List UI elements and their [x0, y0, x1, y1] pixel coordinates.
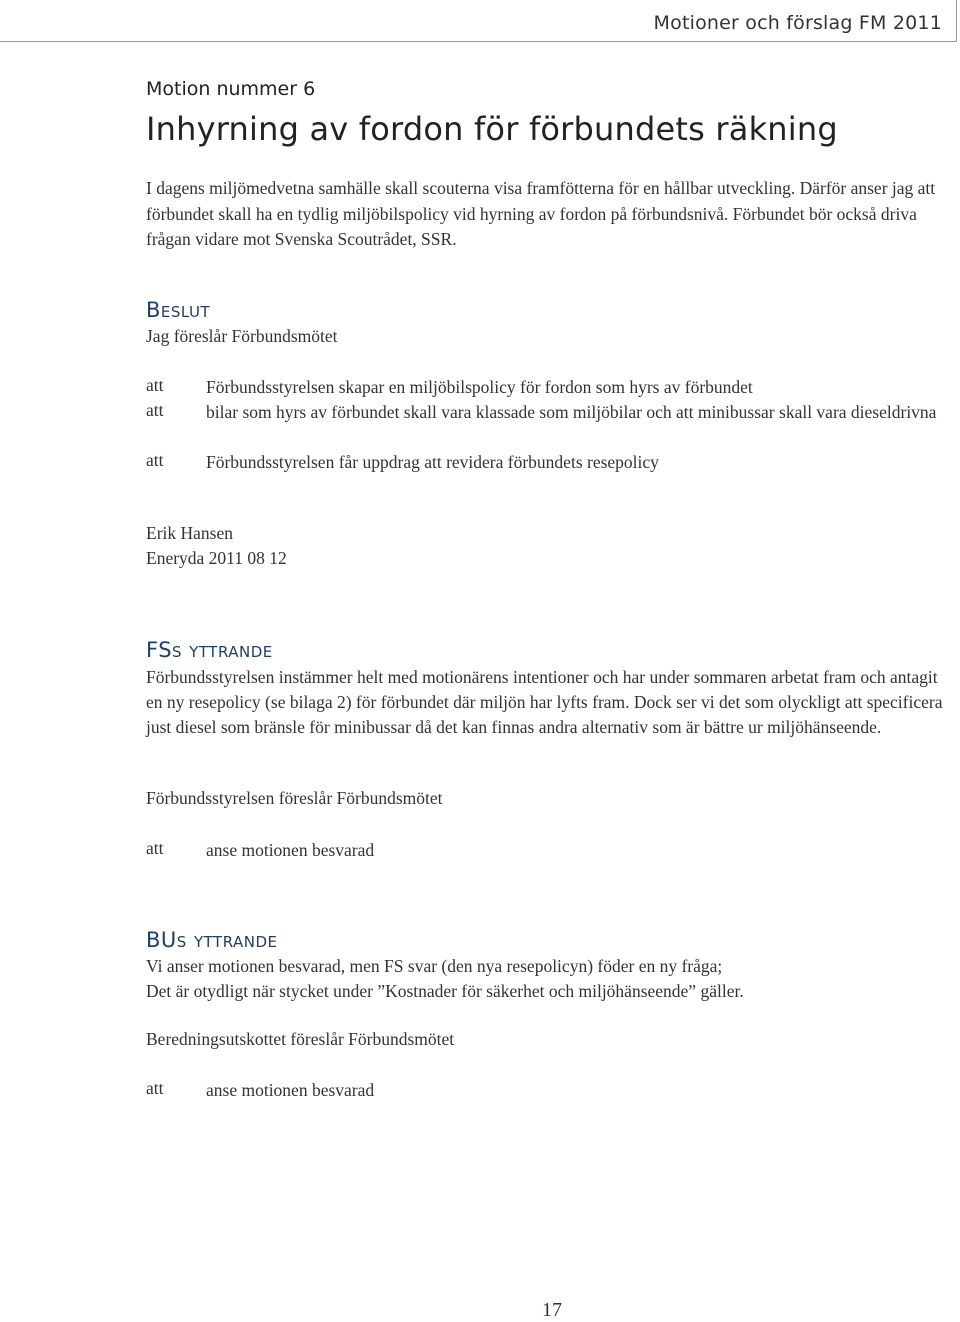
fs-decision: anse motionen besvarad: [206, 840, 375, 860]
beslut-item-3: Förbundsstyrelsen får uppdrag att revidera förbundets resepolicy: [206, 452, 659, 472]
header-title: Motioner och förslag FM 2011: [653, 12, 942, 34]
signature-place-date: Eneryda 2011 08 12: [146, 548, 287, 568]
bu-proposer: Beredningsutskottet föreslår Förbundsmötet: [146, 1029, 455, 1049]
fs-proposer: Förbundsstyrelsen föreslår Förbundsmötet: [146, 788, 443, 808]
beslut-att-2: att: [146, 400, 164, 420]
beslut-item-1: Förbundsstyrelsen skapar en miljöbilspolicy för fordon som hyrs av förbundet: [206, 377, 753, 397]
beslut-att-1: att: [146, 375, 164, 395]
signature-name: Erik Hansen: [146, 523, 233, 543]
bu-att: att: [146, 1078, 164, 1098]
beslut-item-2: bilar som hyrs av förbundet skall vara klassade som miljöbilar och att minibussar skall vara dieseldrivna: [206, 402, 937, 422]
motion-title: Inhyrning av fordon för förbundets räkning: [146, 110, 838, 148]
motion-intro: I dagens miljömedvetna samhälle skall scouterna visa framfötterna för en hållbar utveckling. Därför anser jag att förbundet skall ha en tydlig miljöbilspolicy vid hyrning av fordon på förbundsnivå. Förbundet bör också driva frågan vidare mot Svenska Scoutrådet, SSR.: [146, 178, 936, 249]
page-number: 17: [542, 1299, 562, 1321]
bu-line-1: Vi anser motionen besvarad, men FS svar (den nya resepolicyn) föder en ny fråga;: [146, 956, 723, 976]
beslut-proposer: Jag föreslår Förbundsmötet: [146, 326, 338, 346]
beslut-att-3: att: [146, 450, 164, 470]
fs-text: Förbundsstyrelsen instämmer helt med motionärens intentioner och har under sommaren arbetat fram och antagit en ny resepolicy (se bilaga 2) för förbundet där miljön har lyfts fram. Dock ser vi det som olyckligt att specificera just diesel som bränsle för minibussar då det kan finnas andra alternativ som är bättre ur miljöhänseende.: [146, 667, 943, 737]
motion-number: Motion nummer 6: [146, 78, 316, 100]
bu-heading: BUs yttrande: [146, 928, 278, 952]
bu-line-2: Det är otydligt när stycket under ”Kostnader för säkerhet och miljöhänseende” gäller.: [146, 981, 744, 1001]
bu-decision: anse motionen besvarad: [206, 1080, 375, 1100]
fs-att: att: [146, 838, 164, 858]
fs-heading: FSs yttrande: [146, 638, 273, 662]
beslut-heading: Beslut: [146, 298, 211, 322]
